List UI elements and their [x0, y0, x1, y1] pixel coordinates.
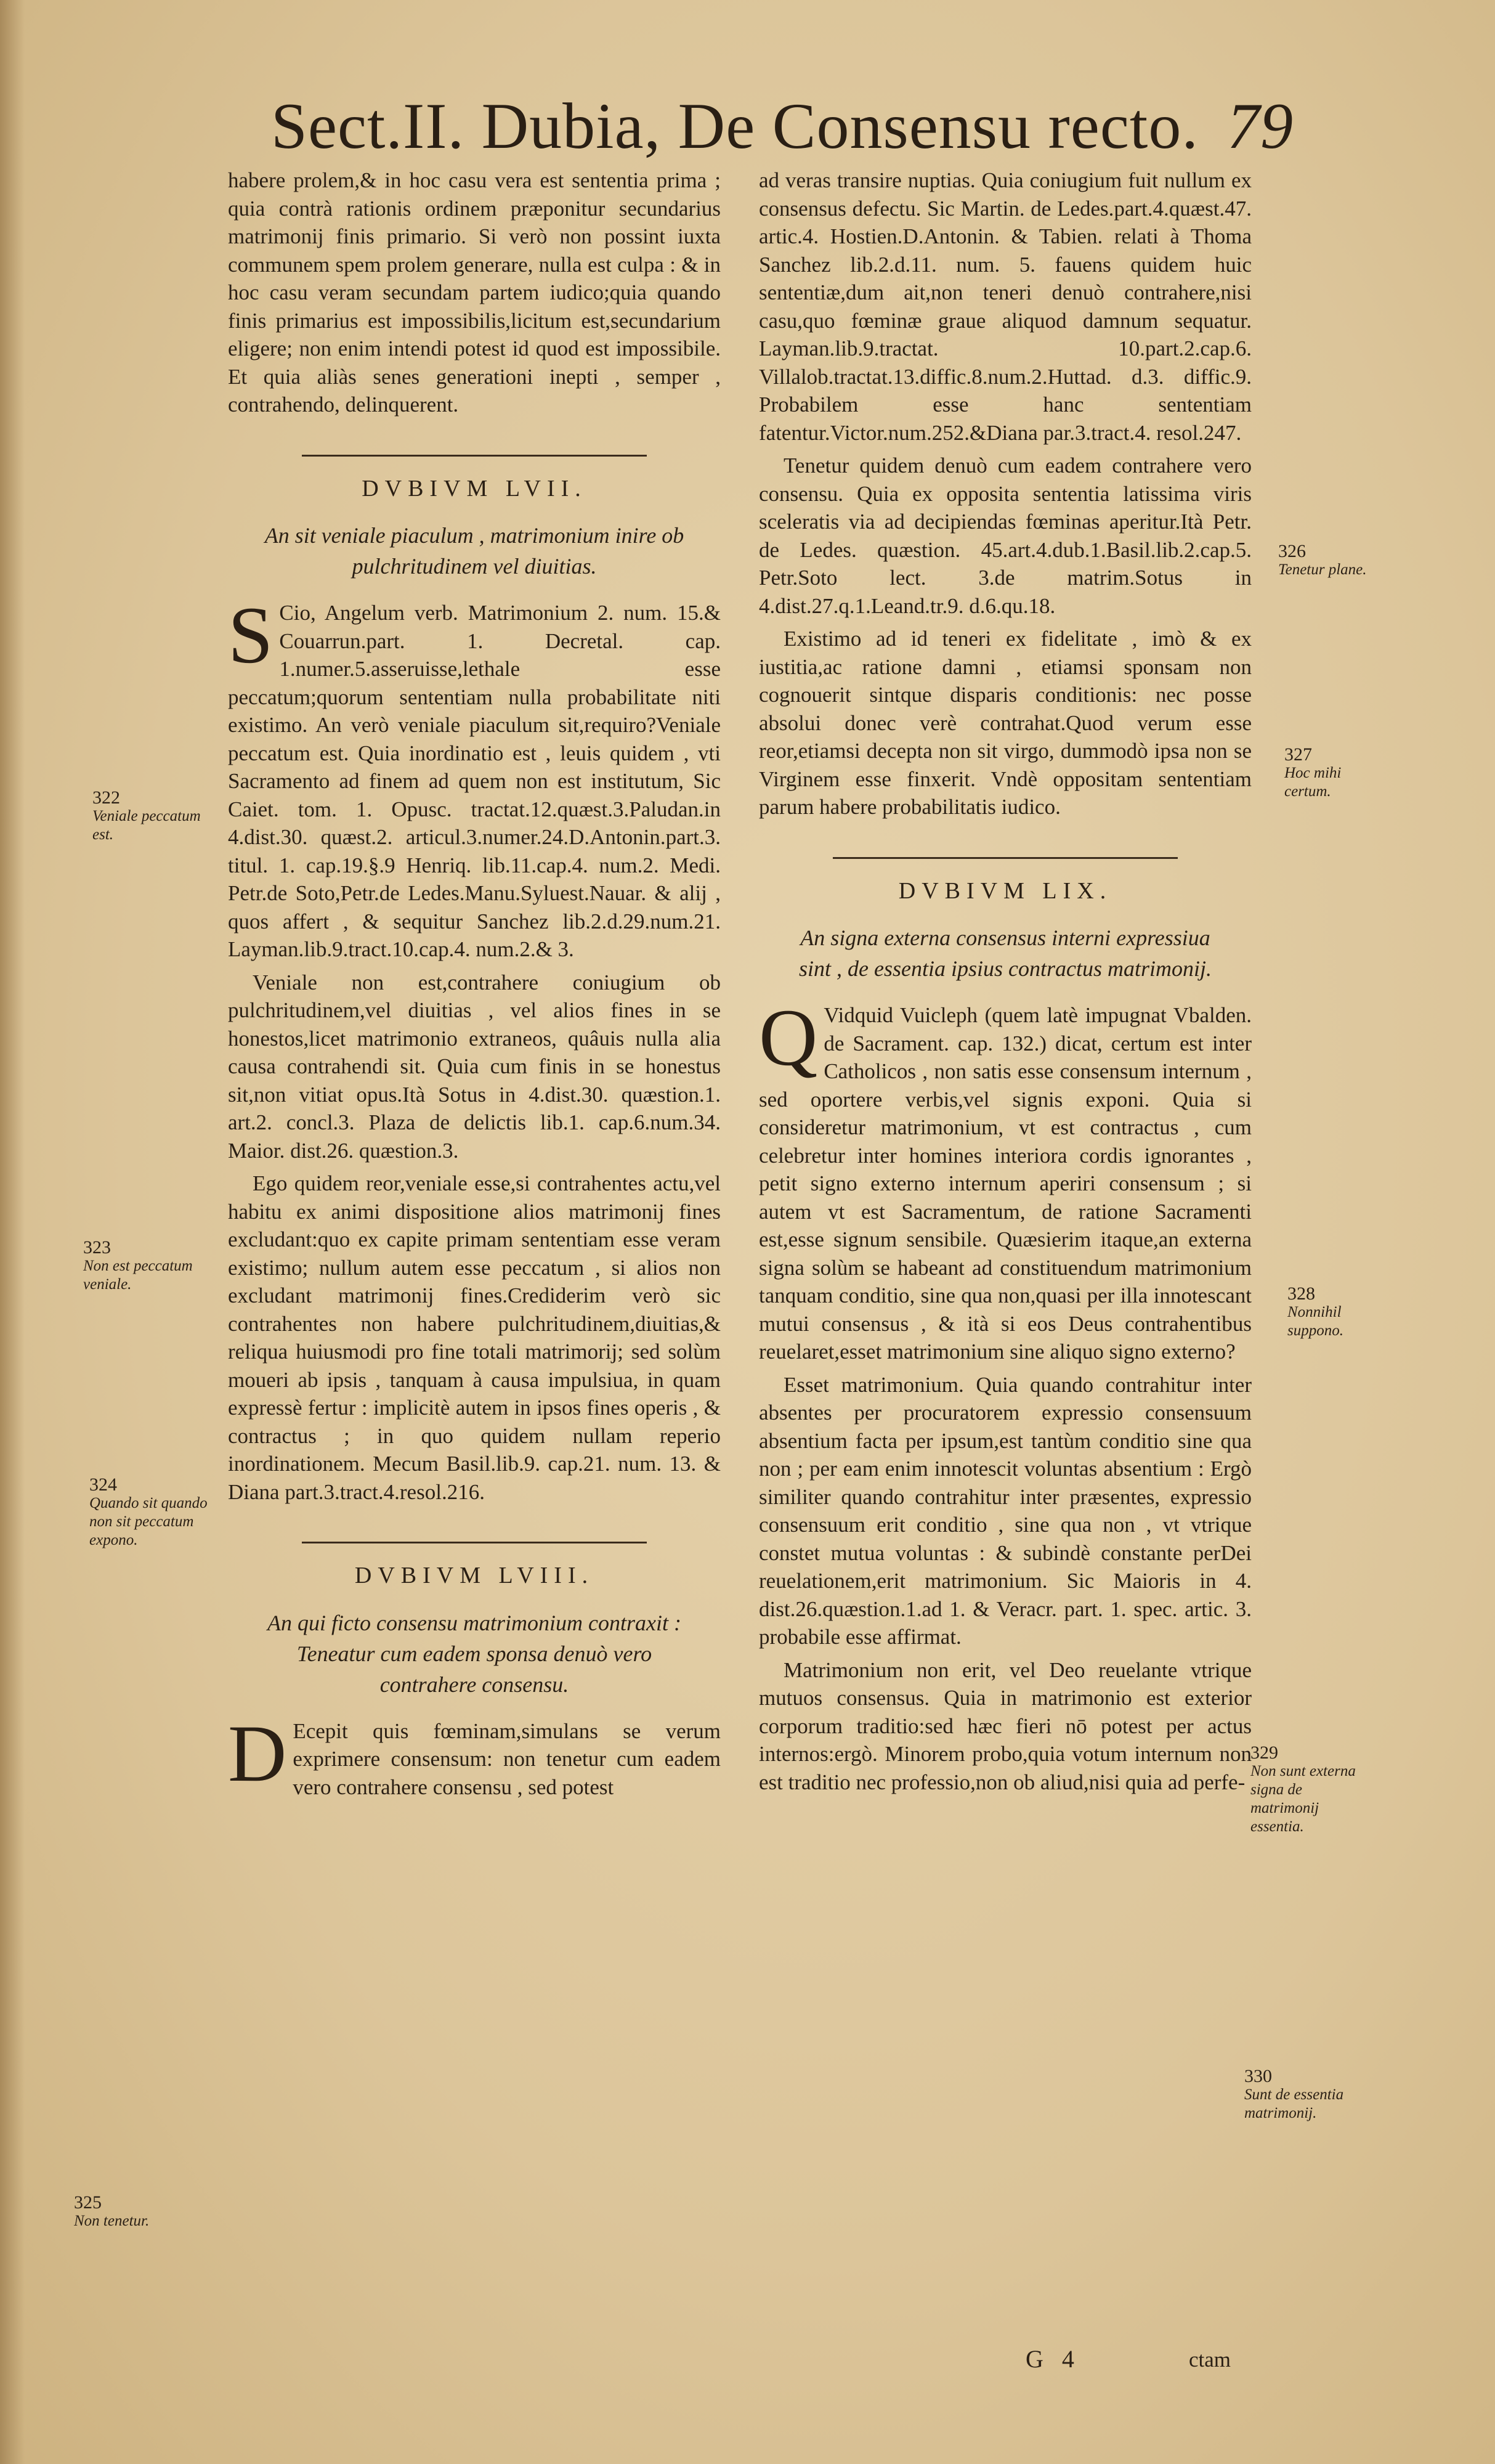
drop-cap: D	[228, 1707, 287, 1799]
margin-note-number: 325	[74, 2192, 102, 2213]
signature-mark: G 4	[1026, 2345, 1080, 2373]
section-divider	[833, 857, 1178, 859]
margin-note	[92, 789, 216, 844]
margin-note-text: Nonnihil suppono.	[1287, 1304, 1343, 1339]
margin-note	[89, 1476, 216, 1550]
margin-note	[1244, 2067, 1367, 2123]
drop-cap: Q	[759, 992, 818, 1083]
margin-note	[1278, 542, 1383, 579]
margin-note-number: 323	[83, 1237, 111, 1258]
running-header	[271, 86, 1294, 166]
page-number: 79	[1227, 90, 1294, 162]
section-divider	[302, 455, 647, 457]
dubium-paragraph: Ego quidem reor,veniale esse,si contrahentes actu,vel habitu ex animi dispositione alios matrimonij fines excludant:quo ex capite primam sententiam esse veram existimo; nullum autem esse peccatum , si alios non excludant matrimonij fines.Crediderim verò sic contrahentes non habere pulchritudinem,diuitias,& reliqua huiusmodi pro fine totali matrimorij; sed solùm moueri ab ipsis , tanquam à causa impulsiua, in quam expressè fertur : implicitè autem in ipsos fines operis , & contractus ; in quo quidem nullam reperio inordinationem. Mecum Basil.lib.9. cap.21. num. 13. & Diana part.3.tract.4.resol.216.	[228, 1171, 721, 1504]
margin-note-text: Non est peccatum veniale.	[83, 1258, 193, 1293]
right-intro-paragraph: ad veras transire nuptias. Quia coniugium fuit nullum ex consensus defectu. Sic Martin. de Ledes.part.4.quæst.47. artic.4. Hostien.D.Antonin. & Tabien. relati à Thoma Sanchez lib.2.d.11. num. 5. fauens quidem huic sententiæ,dum ait,non teneri denuò contrahere,nisi casu,quo fœminæ graue aliquod damnum sequatur. Layman.lib.9.tractat. 10.part.2.cap.6. Villalob.tractat.13.diffic.8.num.2.Huttad. d.3. diffic.9. Probabilem esse hanc sententiam fatentur.Victor.num.252.&Diana par.3.tract.4. resol.247.	[759, 168, 1252, 445]
dubium-paragraph: Esset matrimonium. Quia quando contrahitur inter absentes per procuratorem expressio consensuum absentium facta per ipsum,est tantùm conditio sine qua non ; per eam enim innotescit voluntas absentium : Ergò similiter quando contrahitur inter præsentes, expressio consensuum erit conditio , sine qua non , vt vtrique constet mutua voluntas : & subindè constante perDei reuelationem,erit matrimonium. Sic Maioris in 4. dist.26.quæstion.1.ad 1. & Veracr. part. 1. spec. artic. 3. probabile esse affirmat.	[759, 1372, 1252, 1649]
margin-note-text: Quando sit quando non sit peccatum expono.	[89, 1495, 208, 1548]
margin-note	[1250, 1744, 1374, 1836]
right-column	[759, 166, 1252, 1801]
paragraph: Existimo ad id teneri ex fidelitate , imò & ex iustitia,ac ratione damni , etiamsi sponsam non cognouerit sintque disparis conditionis: nec posse absolui donec verè contrahat.Quod verum esse reor,etiamsi decepta non sit virgo, dummodò ipsa non se Virginem esse finxerit. Vndè oppositam sententiam parum habere probabilitatis iudico.	[759, 627, 1252, 819]
dubium-question: An sit veniale piaculum , matrimonium inire ob pulchritudinem vel diuitias.	[264, 523, 684, 579]
margin-note	[1284, 746, 1389, 801]
margin-note-number: 329	[1250, 1742, 1278, 1763]
page-edge-shadow	[0, 0, 25, 2464]
margin-note	[83, 1238, 216, 1294]
margin-note-number: 327	[1284, 744, 1312, 765]
margin-note-number: 324	[89, 1474, 117, 1495]
paragraph-text: Vidquid Vuicleph (quem latè impugnat Vbalden. de Sacrament. cap. 132.) dicat, certum est inter Catholicos , non satis esse consensum internum , sed oportere verbis,vel signis exponi. Quia si consideretur matrimonium, vt est contractus , cum celebretur inter homines interiora cordis ignorantes , petit signo externo internum aperiri consensum ; si autem vt est Sacramentum, de ratione Sacramenti est,esse signum sensibile. Quæsierim itaque,an externa signa solùm se habeant ad constituendum matrimonium tanquam conditio, sine qua non,quasi per illa innotescant mutui consensus , & ità si eos Deus contrahentibus reuelaret,esset matrimonium sine aliquo signo externo?	[759, 1003, 1252, 1364]
dubium-question: An signa externa consensus interni expressiua sint , de essentia ipsius contractus matrimonij.	[799, 925, 1212, 981]
dubium-paragraph: Veniale non est,contrahere coniugium ob pulchritudinem,vel diuitias , vel alios fines in se honestos,licet matrimonio extraneos, quâuis nulla alia causa contrahendi sit. Quia cum finis in se honestus sit,non vitiat opus.Ità Sotus in 4.dist.30. quæstion.1. art.2. concl.3. Plaza de delictis lib.1. cap.6.num.34. Maior. dist.26. quæstion.3.	[228, 970, 721, 1163]
margin-note-number: 328	[1287, 1283, 1315, 1304]
section-divider	[302, 1542, 647, 1543]
dubium-question: An qui ficto consensu matrimonium contraxit : Teneatur cum eadem sponsa denuò vero contrahere consensu.	[267, 1610, 681, 1697]
margin-note-text: Sunt de essentia matrimonij.	[1244, 2086, 1344, 2121]
paragraph: Tenetur quidem denuò cum eadem contrahere vero consensu. Quia ex opposita sententia latissima viris sceleratis via ad decipiendas fœminas aperitur.Ità Petr. de Ledes. quæstion. 45.art.4.dub.1.Basil.lib.2.cap.5. Petr.Soto lect. 3.de matrim.Sotus in 4.dist.27.q.1.Leand.tr.9. d.6.qu.18.	[759, 453, 1252, 618]
margin-note-text: Hoc mihi certum.	[1284, 765, 1342, 800]
left-column	[228, 166, 721, 1806]
dubium-heading: DVBIVM LVIII.	[354, 1563, 594, 1588]
paragraph-text: Cio, Angelum verb. Matrimonium 2. num. 15.& Couarrun.part. 1. Decretal. cap. 1.numer.5.asseruisse,lethale esse peccatum;quorum sententiam nulla probabilitate niti existimo. An verò veniale piaculum sit,requiro?Veniale peccatum est. Quia inordinatio est , leuis quidem , vti Sacramento ad finem ad quem non est institutum, Sic Caiet. tom. 1. Opusc. tractat.12.quæst.3.Paludan.in 4.dist.30. quæst.2. articul.3.numer.24.D.Antonin.part.3. titul. 1. cap.19.§.9 Henriq. lib.11.cap.4. num.2. Medi. Petr.de Soto,Petr.de Ledes.Manu.Syluest.Nauar. & alij , quos affert , & sequitur Sanchez lib.2.d.29.num.21. Layman.lib.9.tract.10.cap.4. num.2.& 3.	[228, 601, 721, 961]
dubium-heading: DVBIVM LVII.	[362, 475, 587, 502]
margin-note-number: 326	[1278, 541, 1306, 561]
dubium-paragraph	[759, 992, 1252, 1366]
left-intro-paragraph: habere prolem,& in hoc casu vera est sententia prima ; quia contrà rationis ordinem præponitur secundarius matrimonij finis primario. Si verò non possint iuxta communem spem prolem generare, nulla est culpa : & in hoc casu veram secundam partem iudico;quia quando finis primarius est impossibilis,licitum est,secundarium eligere; non enim intendi potest id quod est impossibile. Et quia aliàs senes generationi inepti , semper , contrahendo, delinquerent.	[228, 168, 721, 417]
dubium-heading: DVBIVM LIX.	[898, 877, 1112, 904]
dubium-paragraph: Matrimonium non erit, vel Deo reuelante vtrique mutuos consensus. Quia in matrimonio est exterior corporum traditio:sed hæc fieri nō potest per actus internos:ergò. Minorem probo,quia votum internum non est traditio nec professio,non ob aliud,nisi quia ad perfe-	[759, 1657, 1252, 1794]
margin-note-text: Non tenetur.	[74, 2213, 150, 2229]
paragraph-text: Ecepit quis fœminam,simulans se verum exprimere consensum: non tenetur cum eadem vero contrahere consensu , sed potest	[293, 1718, 721, 1799]
margin-note-text: Tenetur plane.	[1278, 561, 1367, 578]
margin-note-text: Veniale peccatum est.	[92, 808, 201, 843]
margin-note	[74, 2194, 197, 2230]
margin-note-number: 322	[92, 787, 120, 808]
catchword: ctam	[1189, 2348, 1231, 2372]
dubium-paragraph	[228, 1707, 721, 1802]
header-title: Sect.II. Dubia, De Consensu recto.	[271, 90, 1199, 162]
margin-note-text: Non sunt externa signa de matrimonij essentia.	[1250, 1763, 1356, 1835]
dubium-paragraph	[228, 590, 721, 964]
drop-cap: S	[228, 590, 273, 680]
margin-note-number: 330	[1244, 2066, 1272, 2086]
margin-note	[1287, 1285, 1392, 1340]
